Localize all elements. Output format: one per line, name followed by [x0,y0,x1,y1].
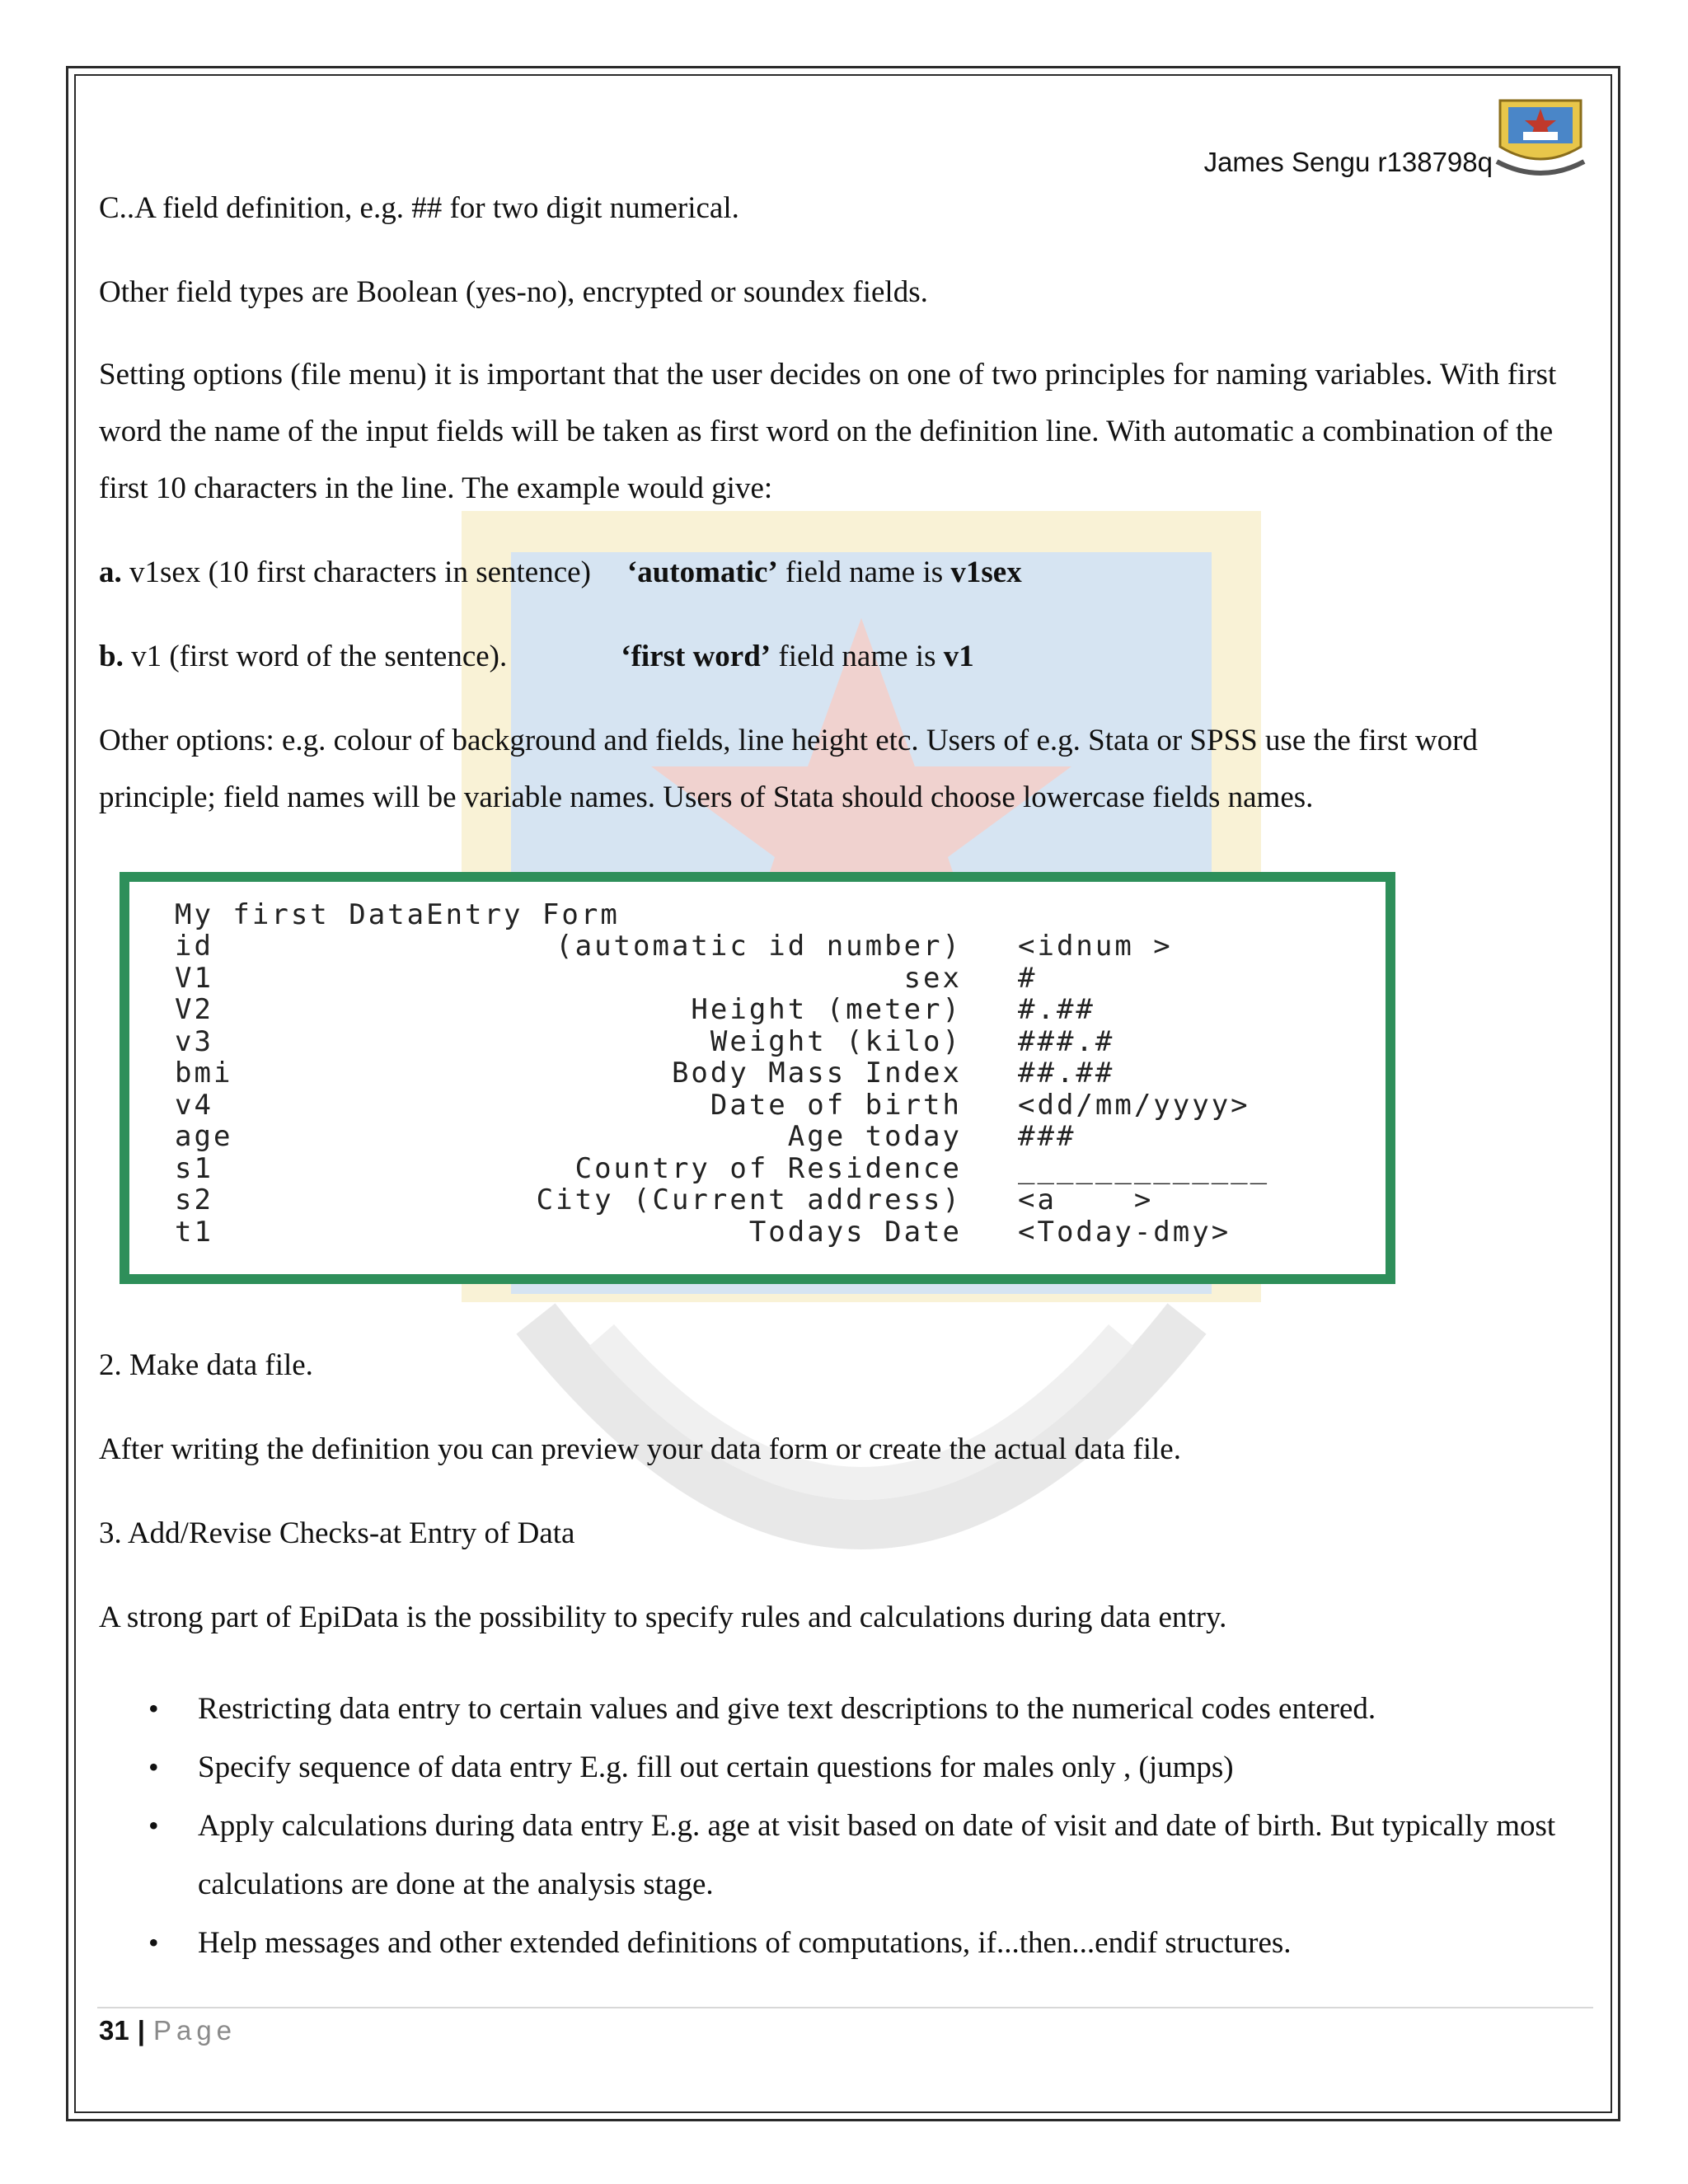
paragraph-epidata-rules: A strong part of EpiData is the possibility to specify rules and calculations during data entry. [99,1601,1227,1634]
example-a-text: v1sex (10 first characters in sentence) [121,555,591,589]
heading-add-revise-checks: 3. Add/Revise Checks-at Entry of Data [99,1516,575,1550]
form-row-format: ###.# [1018,1024,1115,1058]
header-author: James Sengu r138798q [1203,147,1493,177]
example-b-text: v1 (first word of the sentence). [123,640,508,673]
footer-separator: | [137,2015,145,2046]
form-row-label: City (Current address) [536,1183,962,1216]
page-number: 31 [99,2015,129,2046]
form-row-name: age [175,1120,233,1153]
example-b-value: v1 [943,640,974,673]
page-word: Page [152,2015,237,2046]
university-crest-logo [1493,96,1587,183]
example-a-quote: ‘automatic’ [626,555,778,589]
form-row-format: <Today-dmy> [1018,1215,1231,1249]
list-item: • Apply calculations during data entry E.g. age at visit based on date of visit and date of birth. But typically most calculations are done at the analysis stage. [99,1797,1566,1914]
form-row-label: Height (meter) [691,993,962,1026]
example-a-mid: field name is [777,555,951,589]
form-row-format: #.## [1018,993,1095,1026]
paragraph-other-options: Other options: e.g. colour of background and fields, line height etc. Users of e.g. Stata or SPSS use the first word principle; field names will be variable names. Users of Stata should choose lowercase fields names. [99,724,1478,814]
form-row-label: sex [903,961,962,995]
paragraph-field-types: Other field types are Boolean (yes-no), encrypted or soundex fields. [99,275,928,309]
example-b [99,628,1566,685]
form-row-name: id [175,930,213,963]
form-row-label: Weight (kilo) [710,1024,962,1058]
form-row-format: # [1018,961,1038,995]
paragraph-preview: After writing the definition you can preview your data form or create the actual data file. [99,1432,1181,1466]
example-a [99,544,1566,601]
example-b-mid: field name is [771,640,944,673]
paragraph-setting-options: Setting options (file menu) it is important that the user decides on one of two principles for naming variables. With first word the name of the input fields will be taken as first word on the definition line. With automatic a combination of the first 10 characters in the line. The example would give: [99,358,1557,505]
form-row-name: s1 [175,1151,213,1185]
page-footer [99,2015,237,2046]
example-b-quote: ‘first word’ [621,640,771,673]
form-row-label: Age today [787,1120,962,1153]
paragraph-field-definition: C..A field definition, e.g. ## for two digit numerical. [99,191,739,225]
form-row-format: ##.## [1018,1057,1115,1090]
form-row-name: s2 [175,1183,213,1216]
list-item: • Specify sequence of data entry E.g. fill out certain questions for males only , (jumps) [99,1738,1566,1797]
example-b-label: b. [99,640,124,673]
form-row-label: Todays Date [748,1215,962,1249]
form-row-label: Body Mass Index [671,1057,962,1090]
form-row-name: v4 [175,1088,213,1122]
list-item: • Help messages and other extended definitions of computations, if...then...endif structures. [99,1914,1566,1972]
form-title: My first DataEntry Form [175,898,620,931]
form-row-label: (automatic id number) [556,930,962,963]
heading-make-data-file: 2. Make data file. [99,1348,313,1382]
form-row-format: <dd/mm/yyyy> [1018,1088,1250,1122]
form-row-label: Country of Residence [574,1151,962,1185]
form-definition-box [120,872,1395,1284]
list-item: • Restricting data entry to certain values and give text descriptions to the numerical codes entered. [99,1680,1566,1738]
form-row-name: v3 [175,1024,213,1058]
example-a-value: v1sex [950,555,1022,589]
footer-divider [97,2007,1593,2008]
form-row-label: Date of birth [710,1088,962,1122]
form-row-name: V2 [175,993,213,1026]
example-a-label: a. [99,555,122,589]
form-row-name: bmi [175,1057,233,1090]
form-row-format: ### [1018,1120,1076,1153]
bullet-list [99,1680,1566,1972]
form-row-format: _____________ [1018,1151,1270,1185]
form-row-name: V1 [175,961,213,995]
form-row-format: <idnum > [1018,930,1173,963]
form-row-format: <a > [1018,1183,1154,1216]
form-row-name: t1 [175,1215,213,1249]
